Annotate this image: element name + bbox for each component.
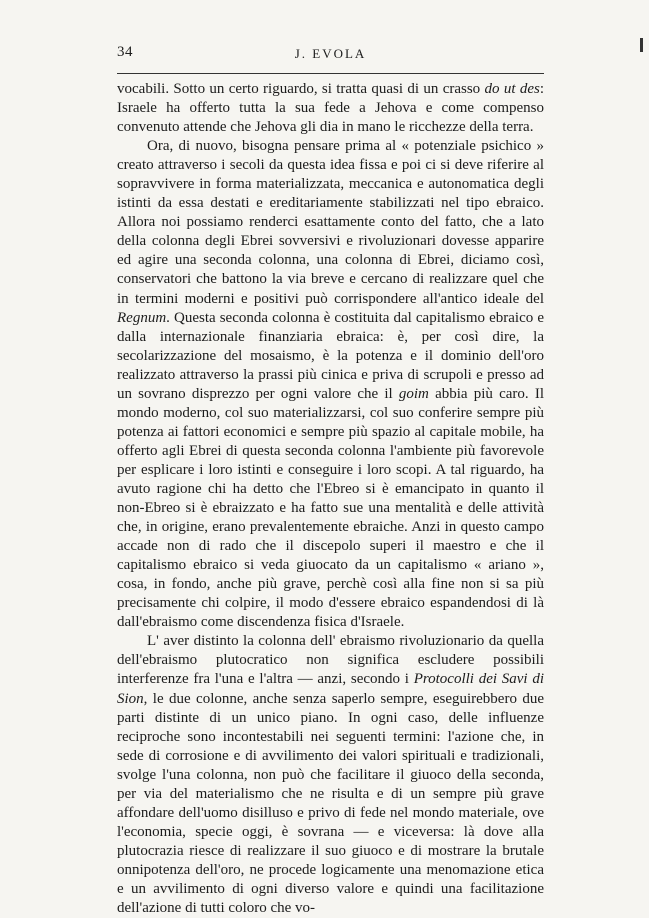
italic-phrase: Protocolli dei Savi di Sion: [117, 671, 544, 707]
text-run: L' aver distinto la colonna dell' ebraismo rivoluzionario da quella dell'ebraismo plutocratico non significa escludere possibili interferenze fra l'una e l'altra — anzi, secondo i: [117, 633, 544, 688]
page-header: [117, 44, 544, 66]
text-run: vocabili. Sotto un certo riguardo, si tratta quasi di un crasso: [117, 81, 485, 97]
header-rule: [117, 73, 544, 74]
text-run: abbia più caro. Il mondo moderno, col suo materializzarsi, col suo conferire sempre più potenza ai fattori economici e sempre più spazio al capitale mobile, ha offerto agli Ebrei di questa seconda colonna l'ambiente più favorevole per esplicare i loro istinti e conseguire i loro scopi. A tal riguardo, ha avuto ragione chi ha detto che l'Ebreo si è emancipato in quanto il non-Ebreo si è ebraizzato e ha fatto sue una mentalità e delle attività che, in origine, erano prevalentemente ebraiche. Anzi in questo campo accade non di rado che il discepolo superi il maestro e che il capitalismo ebraico si veda giuocato da un capitalismo « ariano », cosa, in fondo, anche più grave, perchè così alla fine non si sa più precisamente chi colpire, il modo d'essere ebraico espandendosi di là dall'ebraismo come discendenza fisica d'Israele.: [117, 385, 544, 631]
paragraph: [117, 137, 544, 632]
page-number: 34: [117, 44, 133, 60]
paragraph: [117, 80, 544, 137]
text-run: Ora, di nuovo, bisogna pensare prima al « potenziale psichico » creato attraverso i secoli da questa idea fissa e poi ci si deve riferire al sopravvivere in forma materializzata, meccanica e autonomatica degli istinti da essa destati e ereditariamente stabilizzati nel tipo ebraico. Allora noi possiamo renderci esattamente conto del fatto, che a lato della colonna degli Ebrei sovversivi e rivoluzionari dovesse apparire ed agire una seconda colonna, una colonna di Ebrei, diciamo così, conservatori che battono la via breve e cercano di realizzare quel che in termini moderni e positivi può corrispondere all'antico ideale del: [117, 138, 544, 307]
text-run: , le due colonne, anche senza saperlo sempre, eseguirebbero due parti distinte di un unico piano. In ogni caso, delle influenze reciproche sono incontestabili nei seguenti termini: l'azione che, in sede di corrosione e di avvilimento dei valori spirituali e tradizionali, svolge l'una colonna, non può che facilitare il giuoco della seconda, per via del materialismo che ne risulta e di un sempre più grave affondare dell'uomo disilluso e privo di fede nel mondo materiale, ove l'economia, specie oggi, è sovrana — e viceversa: là dove alla plutocrazia riesce di realizzare il suo giuoco e di mostrare la brutale onnipotenza dell'oro, ne procede logicamente una menomazione etica e un avvilimento di ogni diverso valore e quindi una facilitazione dell'azione di tutti coloro che vo-: [117, 690, 544, 917]
italic-phrase: do ut des: [484, 81, 540, 97]
italic-phrase: goim: [398, 385, 429, 402]
text-run: . Questa seconda colonna è costituita dal capitalismo ebraico e dalla internazionale finanziaria ebraica: è, per così dire, la secolarizzazione del mosaismo, è la potenza e il dominio dell'oro realizzato attraverso la prassi più cinica e priva di scrupoli e presso ad un sovrano disprezzo per ogni valore che il: [117, 309, 544, 402]
paragraph: [117, 632, 544, 918]
scan-edge-mark: [640, 38, 643, 52]
running-head: J. EVOLA: [294, 46, 367, 61]
text-run: : Israele ha offerto tutta la sua fede a Jehova e come compenso convenuto attende che Jehova gli dia in mano le ricchezze della terra.: [117, 81, 545, 136]
italic-phrase: Regnum: [117, 309, 167, 326]
body-text: [117, 80, 544, 918]
